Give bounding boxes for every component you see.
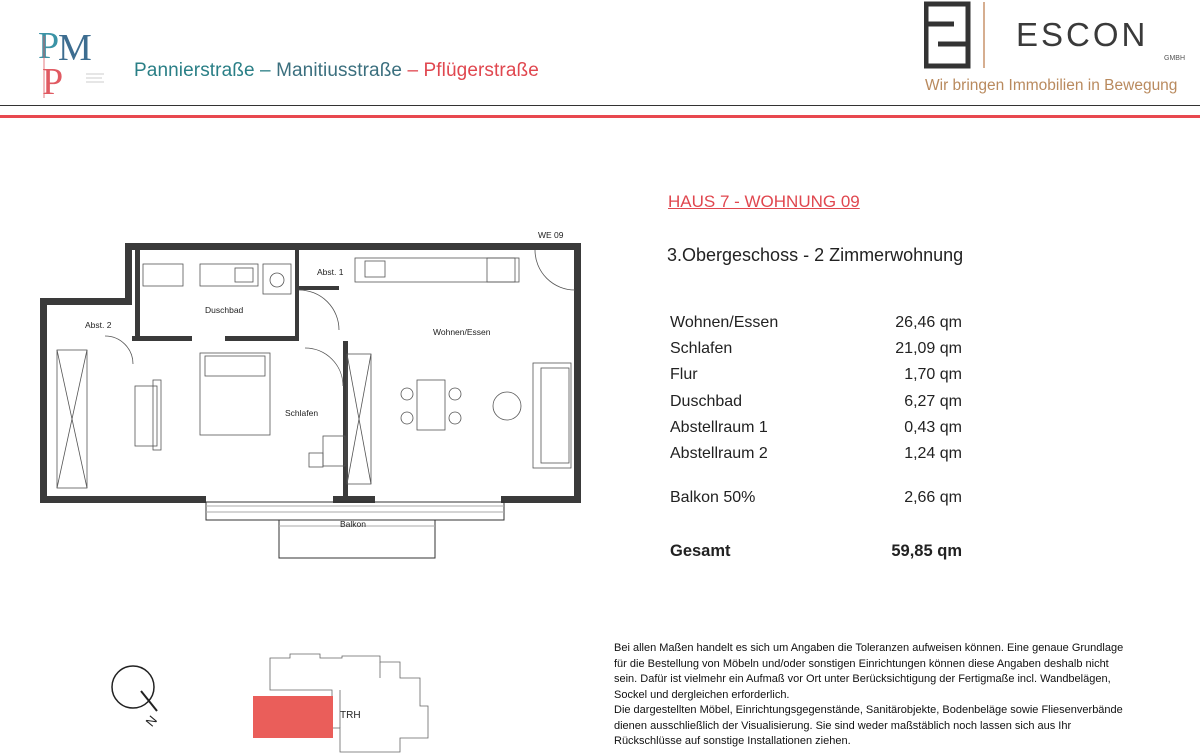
room-row-wohnen — [670, 314, 962, 332]
room-area: 1,70 qm — [904, 366, 962, 383]
room-name: Flur — [670, 366, 698, 383]
escon-suffix: GMBH — [1164, 55, 1185, 62]
room-area: 2,66 qm — [904, 489, 962, 506]
site-plan-highlight — [253, 696, 333, 738]
disclaimer-paragraph-2: Die dargestellten Möbel, Einrichtungsgegenstände, Sanitärobjekte, Bodenbeläge sowie Fliesenverbände dienen ausschließlich der Visualisierung. Sie sind weder maßstäblich noch lassen sich aus Ihr Rückschlüsse auf sonstige Installationen ziehen. — [614, 704, 1123, 747]
room-name: Duschbad — [670, 393, 743, 410]
room-name: Balkon 50% — [670, 489, 756, 506]
title-dash-2: – — [402, 60, 424, 81]
room-name: Abstellraum 2 — [670, 445, 768, 462]
title-dash-1: – — [254, 60, 277, 81]
logo-letter-m: M — [58, 27, 92, 69]
plan-label-unit: WE 09 — [538, 230, 564, 240]
floor-plan — [35, 228, 595, 563]
disclaimer — [614, 641, 1134, 750]
plan-label-living: Wohnen/Essen — [433, 327, 491, 337]
site-plan — [250, 648, 450, 754]
header-accent-rule — [0, 115, 1200, 118]
compass-label: N — [142, 712, 161, 730]
escon-tagline: Wir bringen Immobilien in Bewegung — [925, 77, 1178, 94]
total-label: Gesamt — [670, 542, 731, 560]
total-area: 59,85 qm — [891, 542, 962, 560]
pmp-logo — [36, 18, 106, 100]
unit-subtitle: 3.Obergeschoss - 2 Zimmerwohnung — [667, 245, 964, 265]
escon-name: ESCON — [1016, 16, 1149, 53]
room-row-duschbad — [670, 393, 962, 411]
room-row-balkon — [670, 489, 962, 507]
room-row-abstellraum2 — [670, 445, 962, 463]
street-pannierstrasse: Pannierstraße — [134, 60, 255, 81]
header-rule — [0, 105, 1200, 106]
room-area: 26,46 qm — [895, 314, 962, 331]
room-name: Schlafen — [670, 340, 733, 357]
plan-label-abst1: Abst. 1 — [317, 267, 344, 277]
room-row-flur — [670, 366, 962, 384]
room-name: Abstellraum 1 — [670, 419, 768, 436]
unit-title: HAUS 7 - WOHNUNG 09 — [668, 192, 860, 211]
street-manitiusstrasse: Manitiusstraße — [276, 60, 403, 81]
room-area: 21,09 qm — [895, 340, 962, 357]
logo-letter-p1: P — [38, 25, 60, 67]
plan-label-balcony: Balkon — [340, 519, 366, 529]
north-compass — [105, 655, 175, 730]
room-name: Wohnen/Essen — [670, 314, 779, 331]
room-row-schlafen — [670, 340, 962, 358]
room-row-abstellraum1 — [670, 419, 962, 437]
room-area: 0,43 qm — [904, 419, 962, 436]
room-area: 6,27 qm — [904, 393, 962, 410]
room-area: 1,24 qm — [904, 445, 962, 462]
project-title — [134, 60, 539, 82]
plan-label-bath: Duschbad — [205, 305, 244, 315]
room-row-total — [670, 542, 962, 561]
site-plan-label: TRH — [340, 710, 361, 721]
disclaimer-paragraph-1: Bei allen Maßen handelt es sich um Angaben die Toleranzen aufweisen können. Eine genaue Grundlage für die Bestellung von Möbeln und/oder sonstigen Einrichtungen können diese Angaben deshalb nicht sein. Dafür ist vielmehr ein Aufmaß vor Ort unter Berücksichtigung der Fertigmaße incl. Wandbelägen, Sockel und dergleichen erforderlich. — [614, 642, 1124, 701]
street-pfluegerstrasse: Pflügerstraße — [423, 60, 539, 81]
plan-label-bedroom: Schlafen — [285, 408, 319, 418]
logo-letter-p2: P — [42, 61, 64, 100]
plan-label-abst2: Abst. 2 — [85, 320, 112, 330]
